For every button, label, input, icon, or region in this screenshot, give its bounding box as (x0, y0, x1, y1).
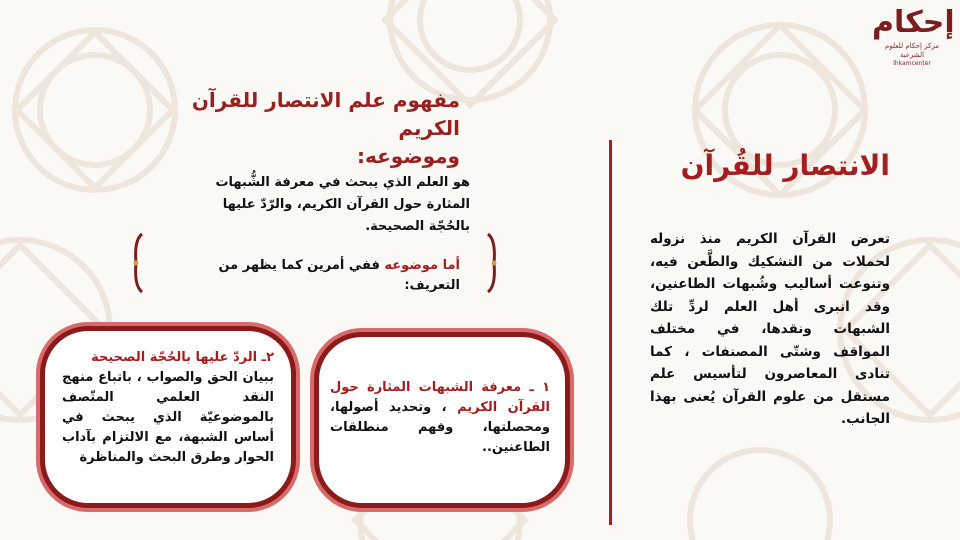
vertical-divider (609, 140, 612, 525)
logo-subtitle-latin: Ihkamcenter (893, 60, 931, 67)
subject-intro (160, 256, 460, 296)
intro-paragraph: تعرض القرآن الكريم منذ نزوله لحملات من التشكيك والطَّعن فيه، وتنوعت أساليب وشُبهات الطاعنين، وقد انبرى أهل العلم لردِّ تلك الشبهات ونقدها، في مختلف المواقف وشتّى المصنفات ، كما تنادى المعاصرون لتأسيس علم مستقل من علوم القرآن يُعنى بهذا الجانب. (650, 231, 890, 427)
right-bracket-ornament (486, 232, 498, 294)
card-rebuttal-body: ببيان الحق والصواب ، باتباع منهج النقد العلمي المتّصف بالموضوعيّة الذي يبحث في أساس الشبهة، مع الالتزام بآداب الحوار وطرق البحث والمناظرة (62, 370, 274, 465)
concept-title (140, 86, 460, 170)
subject-rest: ففي أمرين كما يظهر من التعريف: (218, 258, 460, 293)
logo-wordmark: إحكام (872, 5, 955, 40)
subject-highlight: أما موضوعه (384, 258, 460, 273)
card-knowledge-body: ، وتحديد أصولها، ومحصلتها، وفهم منطلقات الطاعنين.. (330, 400, 550, 455)
card-rebuttal-heading: ٢ـ الردّ عليها بالحُجّة الصحيحة (91, 350, 274, 365)
card-knowledge-heading: ١ ـ معرفة الشبهات المثارة حول القرآن الكريم (330, 380, 550, 415)
definition-text: هو العلم الذي يبحث في معرفة الشُّبهات المثارة حول القرآن الكريم، والرّدّ عليها بالحُجّة الصحيحة. (215, 175, 470, 234)
logo (872, 5, 955, 67)
main-title: الانتصار للقُرآن (680, 149, 890, 182)
concept-title-line2: وموضوعه: (356, 144, 460, 168)
logo-subtitle: مركز إحكام للعلوم الشرعية (885, 42, 939, 59)
concept-title-line1: مفهوم علم الانتصار للقرآن الكريم (191, 88, 460, 140)
card-rebuttal-text (62, 348, 274, 468)
left-bracket-ornament (132, 232, 144, 294)
card-knowledge-text (330, 378, 550, 458)
